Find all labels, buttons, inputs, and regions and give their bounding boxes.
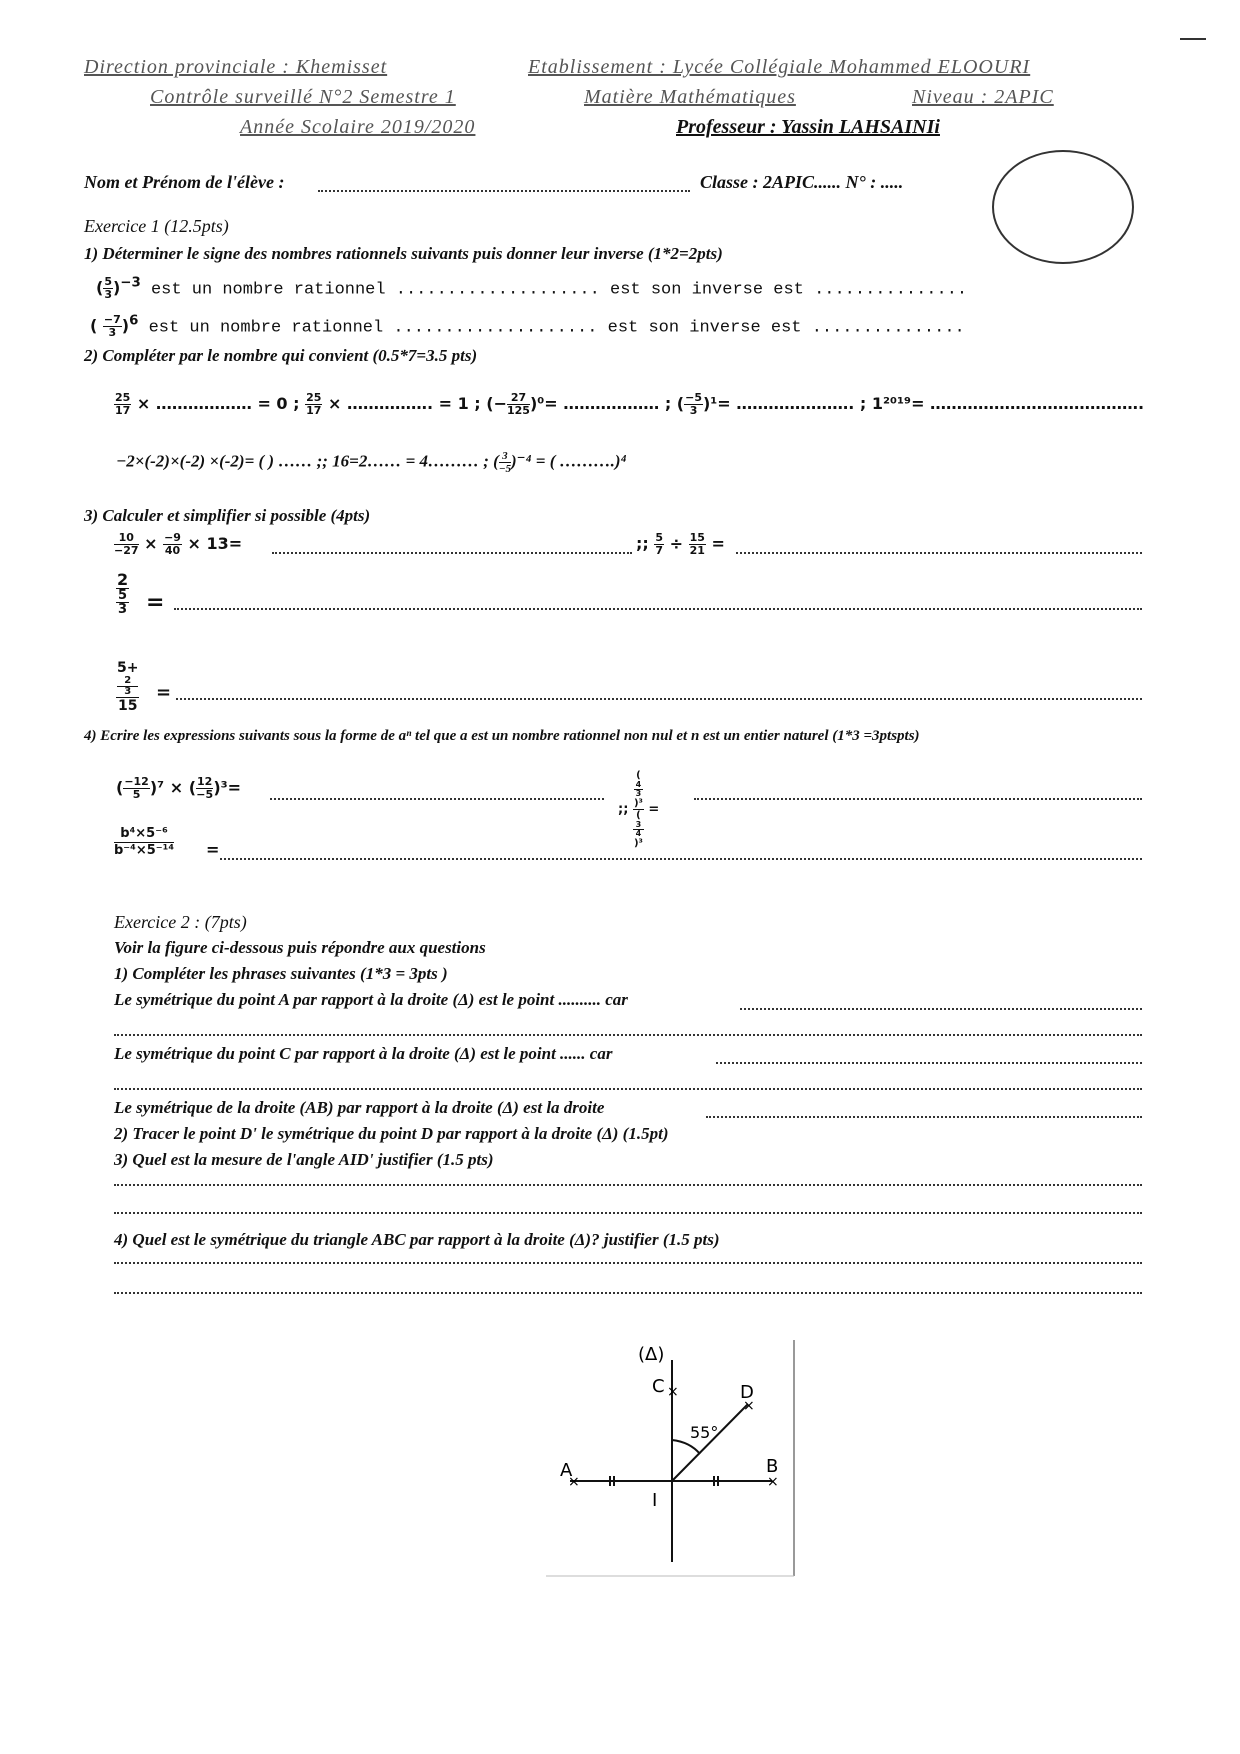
ex1-q3: 3) Calculer et simplifier si possible (4pts) xyxy=(84,506,371,525)
ex1-q4-line1b: ;; ( 4 3 )³ ( 3 4 )³ = xyxy=(618,770,660,849)
point-a-cross: × xyxy=(568,1474,580,1490)
ex1-q2-l1d: )¹= …………………. ; 1²⁰¹⁹= …………………………………. xyxy=(702,394,1145,413)
ex1-l2-dots1[interactable]: .................... xyxy=(393,318,598,338)
ex1-line1: ( $\frac{5}{3}$ )$^{-3}$ est un nombre rationnel .................... est son inverse est ............... xyxy=(96,275,968,302)
ex1-q2-l1b: × ……………. = 1 ; (− xyxy=(327,394,507,413)
ex2-q4: 4) Quel est le symétrique du triangle ABC par rapport à la droite (Δ)? justifier (1.5 pts) xyxy=(114,1230,720,1249)
ex1-title: Exercice 1 (12.5pts) xyxy=(84,216,229,236)
ex1-l2-text: est un nombre rationnel xyxy=(148,318,384,338)
ex1-q3-l1b: ;; xyxy=(636,534,649,553)
header-professeur: Professeur : Yassin LAHSAINIi xyxy=(676,116,940,138)
header-annee: Année Scolaire 2019/2020 xyxy=(240,116,476,138)
header-niveau: Niveau : 2APIC xyxy=(912,86,1054,108)
ex1-q3-l1a: × 13= xyxy=(187,534,243,553)
ex1-q4-l1c: ;; xyxy=(618,802,629,817)
student-name-label: Nom et Prénom de l'élève : xyxy=(84,172,285,192)
ex2-title: Exercice 2 : (7pts) xyxy=(114,912,247,932)
ex1-q3-line1: $\frac{10}{-27}$ × $\frac{-9}{40}$ × 13= xyxy=(114,531,243,557)
ex2-s2-answer-2[interactable] xyxy=(114,1088,1142,1090)
ex1-q3-line1b: ;; $\frac{5}{7}$ ÷ $\frac{15}{21}$ = xyxy=(636,531,725,557)
ex2-s3-answer[interactable] xyxy=(706,1116,1142,1118)
label-a: A xyxy=(560,1460,573,1481)
header-controle: Contrôle surveillé N°2 Semestre 1 xyxy=(150,86,456,108)
ex1-q4-answer-1[interactable] xyxy=(270,798,604,800)
ex1-q3-answer-4[interactable] xyxy=(176,698,1142,700)
point-d-cross: × xyxy=(743,1398,755,1414)
ex2-q2: 2) Tracer le point D' le symétrique du point D par rapport à la droite (Δ) (1.5pt) xyxy=(114,1124,669,1143)
ex1-q2: 2) Compléter par le nombre qui convient (0.5*7=3.5 pts) xyxy=(84,346,478,365)
ex1-q4-answer-3[interactable] xyxy=(220,858,1142,860)
ex1-l1-dots1[interactable]: .................... xyxy=(395,280,600,300)
label-angle: 55° xyxy=(690,1423,719,1442)
ex1-q2-line1: $\frac{25}{17}$ × ……………… = 0 ; $\frac{25}{17}$ × ……………. = 1 ; (− $\frac{27}{125}$ )⁰= ……………… ; ( $\frac{-5}{3}$ )¹= …………………. ; 1²⁰¹⁹= …………………………………. xyxy=(115,391,1145,417)
ex2-s3: Le symétrique de la droite (AB) par rapport à la droite (Δ) est la droite xyxy=(114,1098,605,1117)
point-b-cross: × xyxy=(767,1474,779,1490)
angle-arc xyxy=(672,1440,700,1454)
corner-mark xyxy=(1180,38,1206,40)
ex2-q3-answer-2[interactable] xyxy=(114,1212,1142,1214)
ex1-l2-mid: est son inverse est xyxy=(607,318,802,338)
ex1-q3-l3-eq: = xyxy=(156,682,172,703)
ex2-s1-answer[interactable] xyxy=(740,1008,1142,1010)
ex1-q3-answer-2[interactable] xyxy=(736,552,1142,554)
ex2-s1: Le symétrique du point A par rapport à la droite (Δ) est le point .......... car xyxy=(114,990,628,1009)
ex2-q1: 1) Compléter les phrases suivantes (1*3 = 3pts ) xyxy=(114,964,448,983)
ex1-q2-l1a: × ……………… = 0 ; xyxy=(136,394,300,413)
ex1-line2: ( $\frac{-7}{3}$ )$^6$ est un nombre rationnel .................... est son inverse est ............... xyxy=(90,313,965,340)
ex1-q4-l1b: )³= xyxy=(213,778,242,797)
ex2-q4-answer-1[interactable] xyxy=(114,1262,1142,1264)
ex1-q1: 1) Déterminer le signe des nombres rationnels suivants puis donner leur inverse (1*2=2pts) xyxy=(84,244,723,263)
ex1-q3-line3: 5+ 2 3 15 xyxy=(117,660,139,714)
grade-circle xyxy=(992,150,1134,264)
ex2-q3-answer-1[interactable] xyxy=(114,1184,1142,1186)
student-name-field[interactable] xyxy=(318,190,690,192)
student-class-label: Classe : 2APIC...... N° : ..... xyxy=(700,172,904,192)
ex1-q3-answer-1[interactable] xyxy=(272,552,632,554)
ex1-q2-l2a: −2×(-2)×(-2) ×(-2)= ( ) …… ;; 16=2…… = 4……… ; ( xyxy=(116,451,499,471)
header-matiere: Matière Mathématiques xyxy=(584,86,796,108)
ex1-q3-line2: 2 5 3 xyxy=(117,570,129,617)
ex1-q4-l1d: = xyxy=(648,802,660,817)
ex1-l1-text: est un nombre rationnel xyxy=(150,280,386,300)
point-c-cross: × xyxy=(667,1384,679,1400)
header-direction: Direction provinciale : Khemisset xyxy=(84,56,388,78)
ex1-q4-l2-eq: = xyxy=(206,840,220,859)
ex2-intro: Voir la figure ci-dessous puis répondre aux questions xyxy=(114,938,486,957)
symmetry-figure xyxy=(540,1330,810,1586)
ex1-q3-l1c: = xyxy=(711,534,725,553)
ex2-s2-answer[interactable] xyxy=(716,1062,1142,1064)
ex2-s2: Le symétrique du point C par rapport à la droite (Δ) est le point ...... car xyxy=(114,1044,613,1063)
ex1-q4: 4) Ecrire les expressions suivants sous la forme de aⁿ tel que a est un nombre rationnel non nul et n est un entier naturel (1*3 =3ptspts) xyxy=(84,728,920,744)
label-d: D xyxy=(740,1382,754,1403)
ex1-q2-l2b: )⁻⁴ = ( ……….)⁴ xyxy=(511,451,627,471)
ex1-q3-l2-eq: = xyxy=(146,590,165,615)
label-delta: (Δ) xyxy=(638,1344,665,1365)
label-b: B xyxy=(766,1456,779,1477)
ex2-s1-answer-2[interactable] xyxy=(114,1034,1142,1036)
ex1-q4-answer-2[interactable] xyxy=(694,798,1142,800)
ex1-l1-mid: est son inverse est xyxy=(610,280,804,300)
ex2-q3: 3) Quel est la mesure de l'angle AID' justifier (1.5 pts) xyxy=(114,1150,494,1169)
label-i: I xyxy=(652,1490,658,1511)
ex1-l2-dots2[interactable]: ............... xyxy=(811,318,965,338)
ex1-l1-dots2[interactable]: ............... xyxy=(814,280,968,300)
ex1-q3-answer-3[interactable] xyxy=(174,608,1142,610)
ex1-q4-line2: $\frac{\text{b⁴×5⁻⁶}}{\text{b⁻⁴×5⁻¹⁴}}$ xyxy=(114,826,175,858)
ex1-q2-line2: −2×(-2)×(-2) ×(-2)= ( ) …… ;; 16=2…… = 4……… ; ( $\frac{3}{-5}$ )⁻⁴ = ( ……….)⁴ xyxy=(116,450,627,475)
label-c: C xyxy=(652,1376,665,1397)
ex2-q4-answer-2[interactable] xyxy=(114,1292,1142,1294)
ex1-q4-l1a: )⁷ × ( xyxy=(149,778,197,797)
header-etablissement: Etablissement : Lycée Collégiale Mohammed ELOOURI xyxy=(528,56,1031,78)
ex1-q4-line1: ( $\frac{-12}{5}$ )⁷ × ( $\frac{12}{-5}$ )³= xyxy=(116,775,242,801)
ex1-q2-l1c: )⁰= ……………… ; ( xyxy=(529,394,685,413)
